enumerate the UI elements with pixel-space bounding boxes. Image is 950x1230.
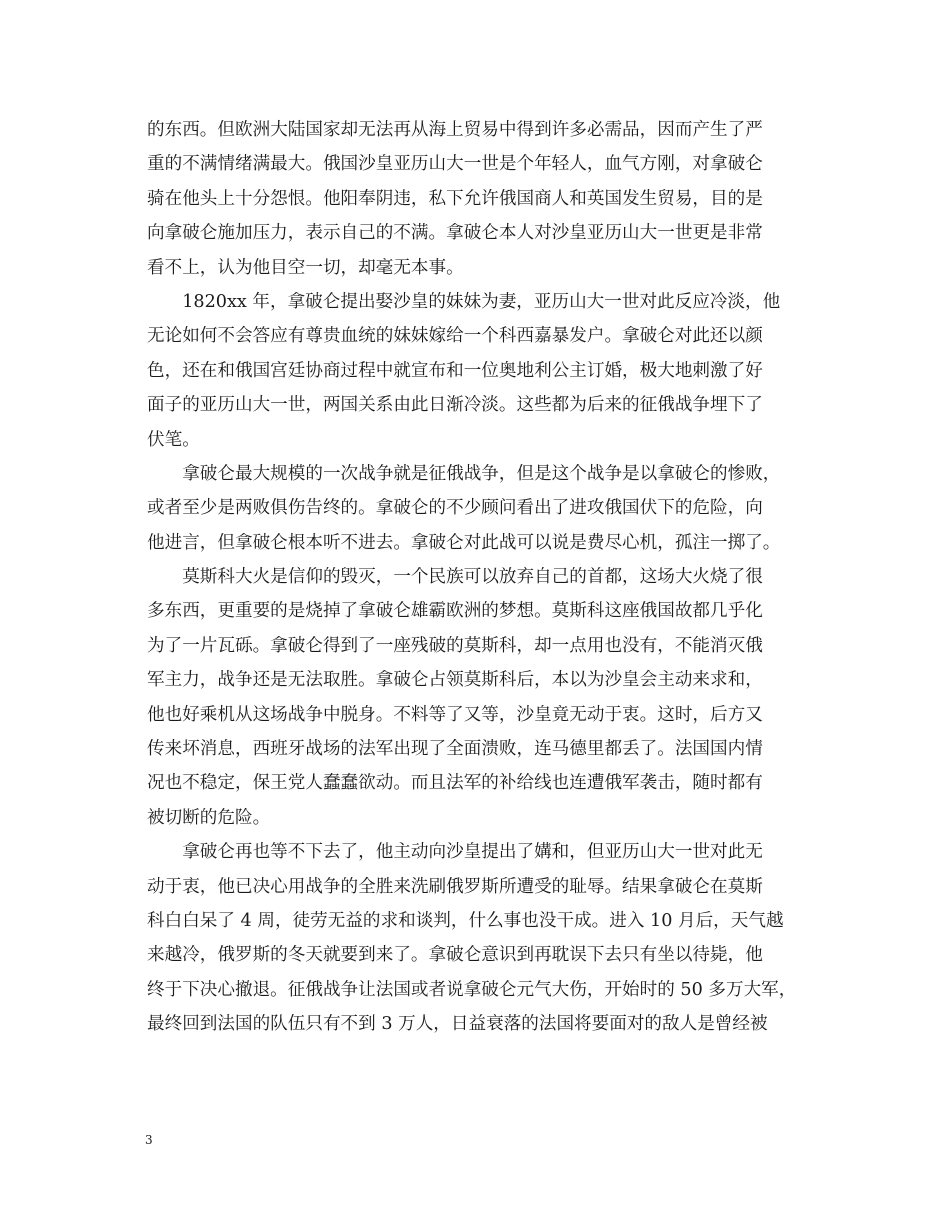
text-line: 况也不稳定，保王党人蠢蠢欲动。而且法军的补给线也连遭俄军袭击，随时都有 xyxy=(147,773,763,794)
text-line: 来越冷，俄罗斯的冬天就要到来了。拿破仑意识到再耽误下去只有坐以待毙，他 xyxy=(147,945,763,966)
text-line: 色，还在和俄国宫廷协商过程中就宣布和一位奥地利公主订婚，极大地刺激了好 xyxy=(147,360,763,381)
text-line: 军主力，战争还是无法取胜。拿破仑占领莫斯科后，本以为沙皇会主动来求和， xyxy=(147,670,763,691)
paragraph-5 xyxy=(147,835,807,1041)
text-line: 重的不满情绪满最大。俄国沙皇亚历山大一世是个年轻人，血气方刚，对拿破仑 xyxy=(147,154,763,175)
text-line: 伏笔。 xyxy=(147,429,200,450)
text-line: 面子的亚历山大一世，两国关系由此日渐冷淡。这些都为后来的征俄战争埋下了 xyxy=(147,395,763,416)
paragraph-3 xyxy=(147,457,807,560)
body-text xyxy=(147,113,807,1042)
text-line: 动于衷，他已决心用战争的全胜来洗刷俄罗斯所遭受的耻辱。结果拿破仑在莫斯 xyxy=(147,876,763,897)
text-line: 拿破仑最大规模的一次战争就是征俄战争，但是这个战争是以拿破仑的惨败， xyxy=(147,463,781,484)
paragraph-4 xyxy=(147,560,807,835)
text-line: 多东西，更重要的是烧掉了拿破仑雄霸欧洲的梦想。莫斯科这座俄国故都几乎化 xyxy=(147,601,763,622)
text-line: 骑在他头上十分怨恨。他阳奉阴违，私下允许俄国商人和英国发生贸易，目的是 xyxy=(147,188,763,209)
text-line: 向拿破仑施加压力，表示自己的不满。拿破仑本人对沙皇亚历山大一世更是非常 xyxy=(147,223,763,244)
page-number: 3 xyxy=(145,1133,153,1147)
text-line: 科白白呆了 4 周，徒劳无益的求和谈判，什么事也没干成。进入 10 月后，天气越 xyxy=(147,910,784,931)
text-line: 1820xx 年，拿破仑提出娶沙皇的妹妹为妻，亚历山大一世对此反应冷淡，他 xyxy=(147,291,781,312)
text-line: 无论如何不会答应有尊贵血统的妹妹嫁给一个科西嘉暴发户。拿破仑对此还以颜 xyxy=(147,326,763,347)
text-line: 拿破仑再也等不下去了，他主动向沙皇提出了媾和，但亚历山大一世对此无 xyxy=(147,842,763,863)
text-line: 最终回到法国的队伍只有不到 3 万人，日益衰落的法国将要面对的敌人是曾经被 xyxy=(147,1014,768,1035)
paragraph-2 xyxy=(147,285,807,457)
text-line: 莫斯科大火是信仰的毁灭，一个民族可以放弃自己的首都，这场大火烧了很 xyxy=(147,567,763,588)
text-line: 或者至少是两败俱伤告终的。拿破仑的不少顾问看出了进攻俄国伏下的危险，向 xyxy=(147,498,763,519)
text-line: 他进言，但拿破仑根本听不进去。拿破仑对此战可以说是费尽心机，孤注一掷了。 xyxy=(147,532,781,553)
text-line: 看不上，认为他目空一切，却毫无本事。 xyxy=(147,257,464,278)
text-line: 终于下决心撤退。征俄战争让法国或者说拿破仑元气大伤，开始时的 50 多万大军， xyxy=(147,979,797,1000)
text-line: 传来坏消息，西班牙战场的法军出现了全面溃败，连马德里都丢了。法国国内情 xyxy=(147,739,763,760)
text-line: 他也好乘机从这场战争中脱身。不料等了又等，沙皇竟无动于衷。这时，后方又 xyxy=(147,704,763,725)
text-line: 的东西。但欧洲大陆国家却无法再从海上贸易中得到许多必需品，因而产生了严 xyxy=(147,120,763,140)
paragraph-1 xyxy=(147,113,807,285)
text-line: 为了一片瓦砾。拿破仑得到了一座残破的莫斯科，却一点用也没有，不能消灭俄 xyxy=(147,635,763,656)
text-line: 被切断的危险。 xyxy=(147,807,271,828)
